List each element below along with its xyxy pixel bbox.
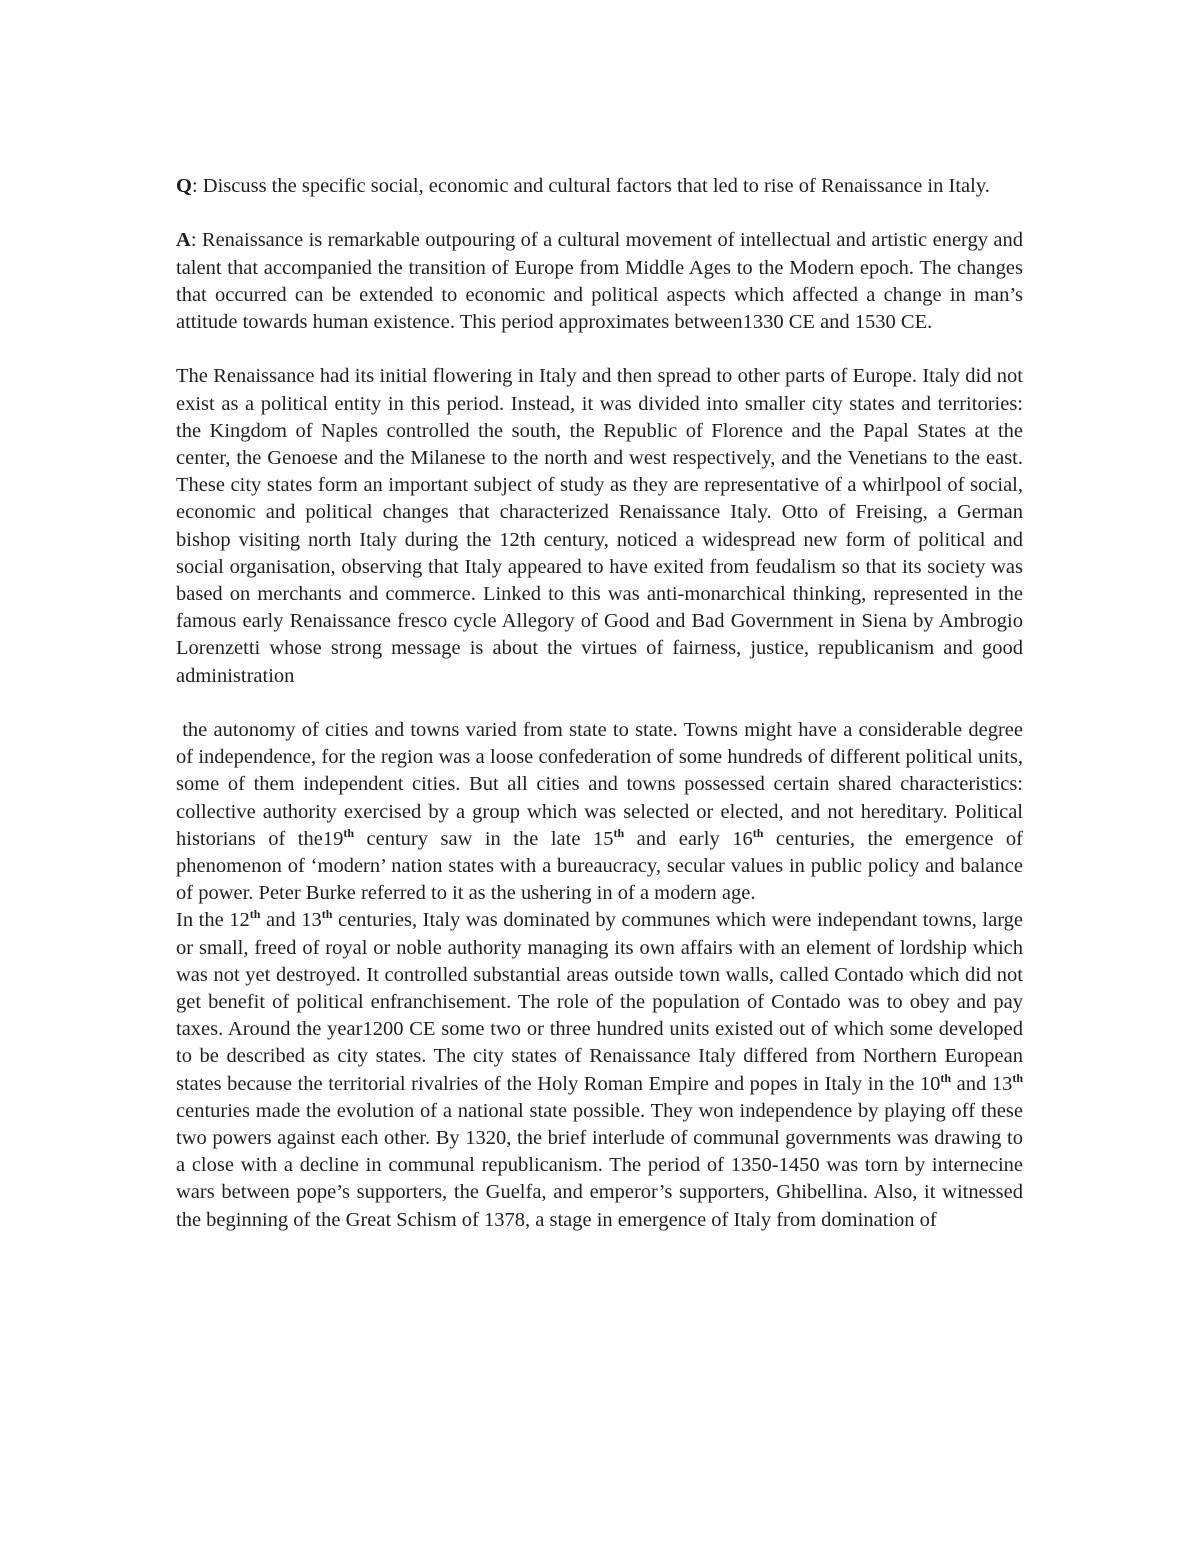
autonomy-text-3: and early 16 [624, 827, 753, 850]
communes-text-4: and 13 [951, 1072, 1013, 1095]
communes-text-1: In the 12 [176, 909, 250, 932]
answer-paragraph [176, 227, 1023, 336]
communes-text-2: and 13 [260, 909, 322, 932]
ordinal-suffix: th [940, 1070, 952, 1085]
autonomy-text-4: centuries, the emergence of phenomenon of ‘modern’ nation states with a bureaucracy, secular values in public policy and balance of power. Peter Burke referred to it as the ushering in of a modern age. [176, 827, 1024, 905]
question-paragraph [176, 173, 1023, 200]
answer-text: : Renaissance is remarkable outpouring of a cultural movement of intellectual and artistic energy and talent that accompanied the transition of Europe from Middle Ages to the Modern epoch. The changes that occurred can be extended to economic and political aspects which affected a change in man’s attitude towards human existence. This period approximates between1330 CE and 1530 CE. [176, 229, 1023, 333]
document-body [176, 173, 1023, 1234]
ordinal-suffix: th [249, 907, 261, 922]
communes-text-3: centuries, Italy was dominated by communes which were independant towns, large or small, freed of royal or noble authority managing its own affairs with an element of lordship which was not yet destroyed. It controlled substantial areas outside town walls, called Contado which did not get benefit of political enfranchisement. The role of the population of Contado was to obey and pay taxes. Around the year1200 CE some two or three hundred units existed out of which some developed to be described as city states. The city states of Renaissance Italy differed from Northern European states because the territorial rivalries of the Holy Roman Empire and popes in Italy in the 10 [176, 909, 1023, 1095]
ordinal-suffix: th [1012, 1070, 1023, 1085]
autonomy-text-1: the autonomy of cities and towns varied from state to state. Towns might have a considerable degree of independence, for the region was a loose confederation of some hundreds of different political units, some of them independent cities. But all cities and towns possessed certain shared characteristics: collective authority exercised by a group which was selected or elected, and not hereditary. Political historians of the19 [176, 719, 1023, 850]
ordinal-suffix: th [343, 826, 355, 840]
answer-label: A [176, 229, 191, 252]
autonomy-text-2: century saw in the late 15 [354, 827, 614, 850]
question-text: : Discuss the specific social, economic and cultural factors that led to rise of Renaissance in Italy. [191, 175, 990, 197]
communes-text-5: centuries made the evolution of a national state possible. They won independence by playing off these two powers against each other. By 1320, the brief interlude of communal governments was drawing to a close with a decline in communal republicanism. The period of 1350-1450 was torn by internecine wars between pope’s supporters, the Guelfa, and emperor’s supporters, Ghibellina. Also, it witnessed the beginning of the Great Schism of 1378, a stage in emergence of Italy from domination of [176, 1099, 1023, 1231]
ordinal-suffix: th [321, 907, 333, 922]
autonomy-paragraph [176, 717, 1023, 907]
communes-paragraph [176, 907, 1023, 1233]
question-label: Q [176, 175, 192, 197]
ordinal-suffix: th [613, 826, 625, 840]
renaissance-italy-paragraph: The Renaissance had its initial flowering in Italy and then spread to other parts of Europe. Italy did not exist as a political entity in this period. Instead, it was divided into smaller city states and territories: the Kingdom of Naples controlled the south, the Republic of Florence and the Papal States at the center, the Genoese and the Milanese to the north and west respectively, and the Venetians to the east. These city states form an important subject of study as they are representative of a whirlpool of social, economic and political changes that characterized Renaissance Italy. Otto of Freising, a German bishop visiting north Italy during the 12th century, noticed a widespread new form of political and social organisation, observing that Italy appeared to have exited from feudalism so that its society was based on merchants and commerce. Linked to this was anti-monarchical thinking, represented in the famous early Renaissance fresco cycle Allegory of Good and Bad Government in Siena by Ambrogio Lorenzetti whose strong message is about the virtues of fairness, justice, republicanism and good administration [176, 365, 1023, 687]
ordinal-suffix: th [752, 826, 764, 840]
